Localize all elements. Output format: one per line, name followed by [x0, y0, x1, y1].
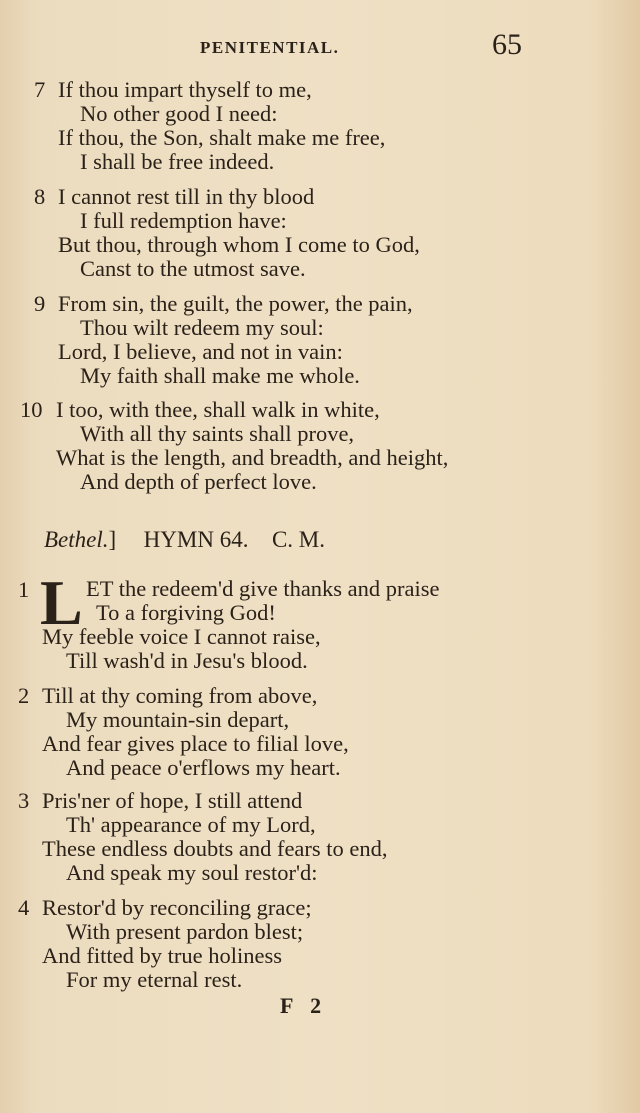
verse-line: Pris'ner of hope, I still attend	[42, 788, 303, 813]
stanza-number: 10	[20, 397, 43, 422]
verse-line: From sin, the guilt, the power, the pain,	[58, 291, 413, 316]
tune-bracket: ]	[108, 527, 117, 552]
verse-line: To a forgiving God!	[96, 600, 276, 625]
hymn-meter: C. M.	[271, 527, 325, 552]
signature-mark: F 2	[280, 993, 328, 1018]
verse-line: Restor'd by reconciling grace;	[42, 895, 312, 920]
stanza-number: 4	[18, 895, 30, 920]
page-number: 65	[492, 28, 522, 61]
verse-line: Till wash'd in Jesu's blood.	[66, 648, 308, 673]
verse-line: These endless doubts and fears to end,	[42, 836, 388, 861]
running-head: PENITENTIAL.	[200, 38, 340, 57]
verse-line: With all thy saints shall prove,	[80, 421, 355, 446]
drop-cap: L	[40, 567, 83, 638]
verse-line: If thou impart thyself to me,	[58, 77, 312, 102]
verse-line: And speak my soul restor'd:	[66, 860, 318, 885]
verse-line: And peace o'erflows my heart.	[66, 755, 341, 780]
verse-line: My feeble voice I cannot raise,	[42, 624, 321, 649]
verse-line: Thou wilt redeem my soul:	[80, 315, 324, 340]
page-header	[0, 28, 640, 68]
verse-line: And fitted by true holiness	[42, 943, 282, 968]
verse-line: With present pardon blest;	[66, 919, 304, 944]
verse-line: Lord, I believe, and not in vain:	[58, 339, 343, 364]
stanza-number: 8	[34, 184, 46, 209]
hymn-64-heading	[44, 527, 325, 553]
verse-line: Till at thy coming from above,	[42, 683, 318, 708]
stanza-number: 3	[18, 788, 30, 813]
verse-line: ET the redeem'd give thanks and praise	[86, 576, 440, 601]
verse-line: I too, with thee, shall walk in white,	[56, 397, 380, 422]
verse-line: I full redemption have:	[80, 208, 287, 233]
stanza-number: 1	[18, 577, 30, 602]
stanza-number: 2	[18, 683, 30, 708]
verse-line: And fear gives place to filial love,	[42, 731, 349, 756]
verse-line: But thou, through whom I come to God,	[58, 232, 420, 257]
verse-line: And depth of perfect love.	[80, 469, 317, 494]
verse-line: Th' appearance of my Lord,	[66, 812, 316, 837]
hymn-title: HYMN 64.	[143, 527, 249, 552]
verse-line: Canst to the utmost save.	[80, 256, 306, 281]
tune-name: Bethel.	[44, 527, 109, 552]
stanza-number: 9	[34, 291, 46, 316]
verse-line: My faith shall make me whole.	[80, 363, 360, 388]
verse-line: For my eternal rest.	[66, 967, 243, 992]
verse-line: My mountain-sin depart,	[66, 707, 290, 732]
verse-line: What is the length, and breadth, and height,	[56, 445, 449, 470]
verse-line: No other good I need:	[80, 101, 278, 126]
verse-line: If thou, the Son, shalt make me free,	[58, 125, 386, 150]
verse-line: I cannot rest till in thy blood	[58, 184, 315, 209]
stanza-number: 7	[34, 77, 46, 102]
verse-line: I shall be free indeed.	[80, 149, 275, 174]
